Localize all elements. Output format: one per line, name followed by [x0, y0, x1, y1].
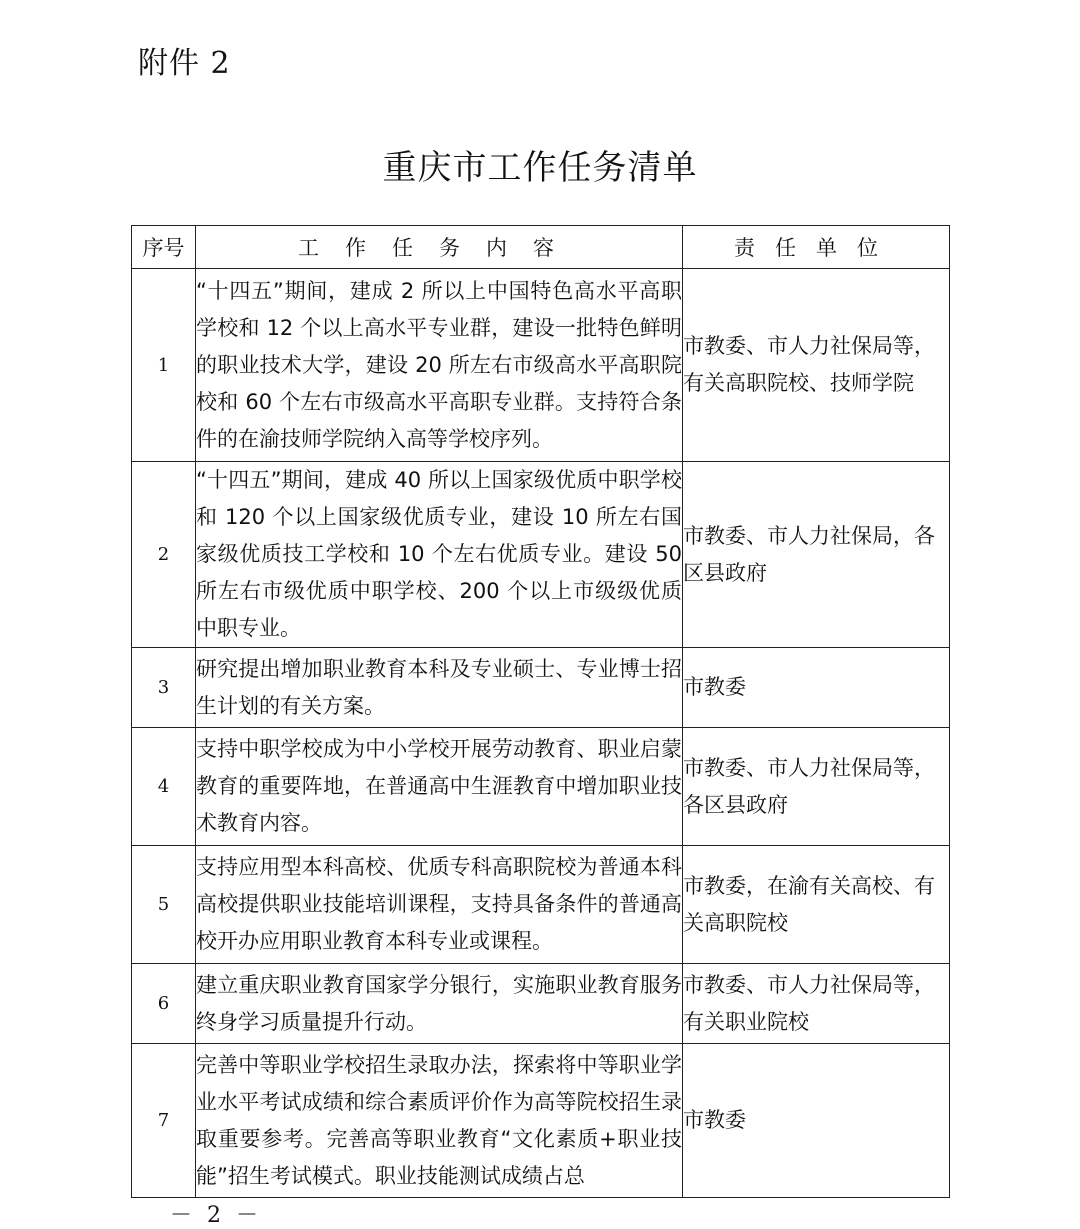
table-row — [132, 648, 950, 728]
row-content: 完善中等职业学校招生录取办法，探索将中等职业学业水平考试成绩和综合素质评价作为高等院校招生录取重要参考。完善高等职业教育“文化素质+职业技能”招生考试模式。职业技能测试成绩占总 — [196, 1044, 683, 1198]
page-number: － 2 － — [170, 1203, 262, 1228]
table-row — [132, 728, 950, 846]
document-title: 重庆市工作任务清单 — [382, 148, 698, 188]
row-content: 支持中职学校成为中小学校开展劳动教育、职业启蒙教育的重要阵地，在普通高中生涯教育中增加职业技术教育内容。 — [196, 728, 683, 846]
row-num: 2 — [132, 462, 196, 648]
row-unit: 市教委，在渝有关高校、有关高职院校 — [683, 846, 950, 964]
task-table — [131, 225, 950, 1198]
row-num: 5 — [132, 846, 196, 964]
row-unit: 市教委 — [683, 648, 950, 728]
row-content: 研究提出增加职业教育本科及专业硕士、专业博士招生计划的有关方案。 — [196, 648, 683, 728]
row-unit: 市教委、市人力社保局等，有关职业院校 — [683, 964, 950, 1044]
table-row — [132, 269, 950, 462]
row-num: 6 — [132, 964, 196, 1044]
row-unit: 市教委、市人力社保局等，各区县政府 — [683, 728, 950, 846]
row-content: 建立重庆职业教育国家学分银行，实施职业教育服务终身学习质量提升行动。 — [196, 964, 683, 1044]
table-row — [132, 1044, 950, 1198]
row-content: 支持应用型本科高校、优质专科高职院校为普通本科高校提供职业技能培训课程，支持具备条件的普通高校开办应用职业教育本科专业或课程。 — [196, 846, 683, 964]
header-content: 工作任务内容 — [196, 226, 683, 269]
row-unit: 市教委、市人力社保局等，有关高职院校、技师学院 — [683, 269, 950, 462]
row-num: 1 — [132, 269, 196, 462]
table-row — [132, 462, 950, 648]
table-row — [132, 846, 950, 964]
table-row — [132, 964, 950, 1044]
row-content: “十四五”期间，建成 40 所以上国家级优质中职学校和 120 个以上国家级优质专业，建设 10 所左右国家级优质技工学校和 10 个左右优质专业。建设 50 所左右市级优质中职学校、200 个以上市级级优质中职专业。 — [196, 462, 683, 648]
header-unit: 责任单位 — [683, 226, 950, 269]
table-header-row — [132, 226, 950, 269]
row-unit: 市教委、市人力社保局，各区县政府 — [683, 462, 950, 648]
row-num: 7 — [132, 1044, 196, 1198]
header-num: 序号 — [132, 226, 196, 269]
row-unit: 市教委 — [683, 1044, 950, 1198]
row-content: “十四五”期间，建成 2 所以上中国特色高水平高职学校和 12 个以上高水平专业群，建设一批特色鲜明的职业技术大学，建设 20 所左右市级高水平高职院校和 60 个左右市级高水平高职专业群。支持符合条件的在渝技师学院纳入高等学校序列。 — [196, 269, 683, 462]
attachment-label: 附件 2 — [138, 46, 231, 81]
row-num: 3 — [132, 648, 196, 728]
row-num: 4 — [132, 728, 196, 846]
